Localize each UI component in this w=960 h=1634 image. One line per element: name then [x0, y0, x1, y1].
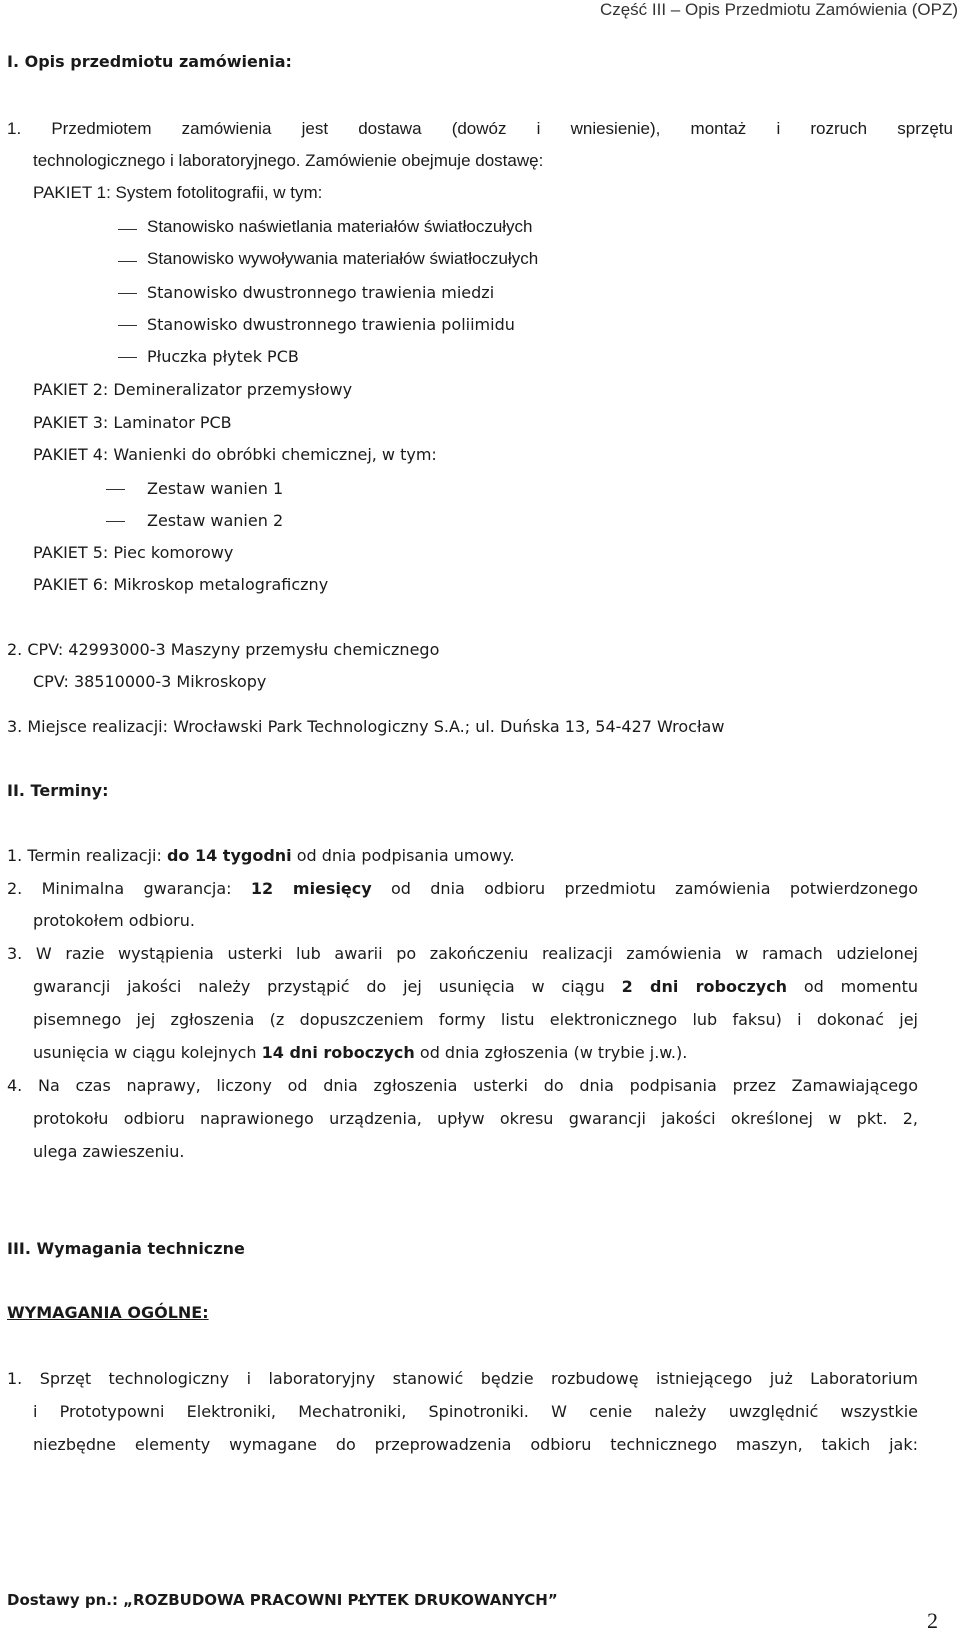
term-2-line-2: protokołem odbioru.	[33, 911, 195, 930]
term-3-highlight: 14 dni roboczych	[261, 1043, 415, 1062]
section-2-title: II. Terminy:	[7, 781, 109, 800]
item-1-line-1: 1. Przedmiotem zamówienia jest dostawa (dowóz i wniesienie), montaż i rozruch sprzętu	[7, 119, 953, 138]
footer-title: Dostawy pn.: „ROZBUDOWA PRACOWNI PŁYTEK DRUKOWANYCH”	[7, 1591, 558, 1609]
section-3-title: III. Wymagania techniczne	[7, 1239, 245, 1258]
dash-bullet	[106, 489, 125, 490]
pakiet-3: PAKIET 3: Laminator PCB	[33, 413, 232, 432]
dash-bullet	[118, 325, 137, 326]
dash-bullet	[118, 357, 137, 358]
pakiet-2: PAKIET 2: Demineralizator przemysłowy	[33, 380, 353, 399]
term-4-line-1: 4. Na czas naprawy, liczony od dnia zgłoszenia usterki do dnia podpisania przez Zamawiającego	[7, 1076, 918, 1095]
term-3-line-4	[33, 1043, 687, 1063]
term-1-text: 1. Termin realizacji:	[7, 846, 167, 865]
item-1-line-2: technologicznego i laboratoryjnego. Zamówienie obejmuje dostawę:	[33, 151, 544, 170]
term-2-highlight: 12 miesięcy	[250, 879, 372, 898]
general-1-line-3: niezbędne elementy wymagane do przeprowadzenia odbioru technicznego maszyn, takich jak:	[33, 1435, 918, 1454]
term-2-text: 2. Minimalna gwarancja:	[7, 879, 251, 898]
pakiet-1-item: Stanowisko dwustronnego trawienia miedzi	[147, 283, 495, 302]
dash-bullet	[118, 261, 137, 262]
term-1	[7, 846, 515, 866]
pakiet-6: PAKIET 6: Mikroskop metalograficzny	[33, 575, 329, 594]
general-requirements-heading: WYMAGANIA OGÓLNE:	[7, 1303, 209, 1322]
term-1-text-end: od dnia podpisania umowy.	[291, 846, 515, 865]
pakiet-4-item: Zestaw wanien 2	[147, 511, 284, 530]
term-4-line-3: ulega zawieszeniu.	[33, 1142, 185, 1161]
dash-bullet	[118, 229, 137, 230]
term-3-highlight: 2 dni roboczych	[621, 977, 788, 996]
pakiet-1-item: Stanowisko wywoływania materiałów światłoczułych	[147, 249, 539, 268]
pakiet-1-item: Stanowisko dwustronnego trawienia poliimidu	[147, 315, 515, 334]
term-2-line-1	[7, 879, 918, 899]
term-3-text: usunięcia w ciągu kolejnych	[33, 1043, 262, 1062]
pakiet-1-item: Stanowisko naświetlania materiałów światłoczułych	[147, 217, 533, 236]
term-2-text-end: od dnia odbioru przedmiotu zamówienia potwierdzonego	[371, 879, 919, 898]
term-3-line-3: pisemnego jej zgłoszenia (z dopuszczeniem formy listu elektronicznego lub faksu) i dokonać jej	[33, 1010, 918, 1029]
general-1-line-2: i Prototypowni Elektroniki, Mechatroniki, Spinotroniki. W cenie należy uwzględnić wszystkie	[33, 1402, 918, 1421]
general-1-line-1: 1. Sprzęt technologiczny i laboratoryjny stanowić będzie rozbudowę istniejącego już Laboratorium	[7, 1369, 918, 1388]
term-3-line-1: 3. W razie wystąpienia usterki lub awarii po zakończeniu realizacji zamówienia w ramach udzielonej	[7, 944, 918, 963]
dash-bullet	[106, 521, 125, 522]
term-1-highlight: do 14 tygodni	[166, 846, 292, 865]
term-3-text-end: od dnia zgłoszenia (w trybie j.w.).	[414, 1043, 688, 1062]
term-3-text-end: od momentu	[787, 977, 919, 996]
pakiet-1-item: Płuczka płytek PCB	[147, 347, 299, 366]
term-3-text: gwarancji jakości należy przystąpić do jej usunięcia w ciągu	[33, 977, 622, 996]
dash-bullet	[118, 293, 137, 294]
pakiet-5: PAKIET 5: Piec komorowy	[33, 543, 234, 562]
running-header: Część III – Opis Przedmiotu Zamówienia (OPZ)	[599, 0, 958, 19]
term-3-line-2	[33, 977, 918, 997]
cpv-2: CPV: 38510000-3 Mikroskopy	[33, 672, 267, 691]
pakiet-4: PAKIET 4: Wanienki do obróbki chemicznej, w tym:	[33, 445, 437, 464]
pakiet-4-item: Zestaw wanien 1	[147, 479, 284, 498]
pakiet-1: PAKIET 1: System fotolitografii, w tym:	[33, 183, 323, 202]
cpv-1: 2. CPV: 42993000-3 Maszyny przemysłu chemicznego	[7, 640, 440, 659]
term-4-line-2: protokołu odbioru naprawionego urządzenia, upływ okresu gwarancji jakości określonej w pkt. 2,	[33, 1109, 918, 1128]
section-1-title: I. Opis przedmiotu zamówienia:	[7, 52, 292, 71]
page-number: 2	[927, 1608, 938, 1633]
place-of-realization: 3. Miejsce realizacji: Wrocławski Park Technologiczny S.A.; ul. Duńska 13, 54-427 Wrocław	[7, 717, 725, 736]
